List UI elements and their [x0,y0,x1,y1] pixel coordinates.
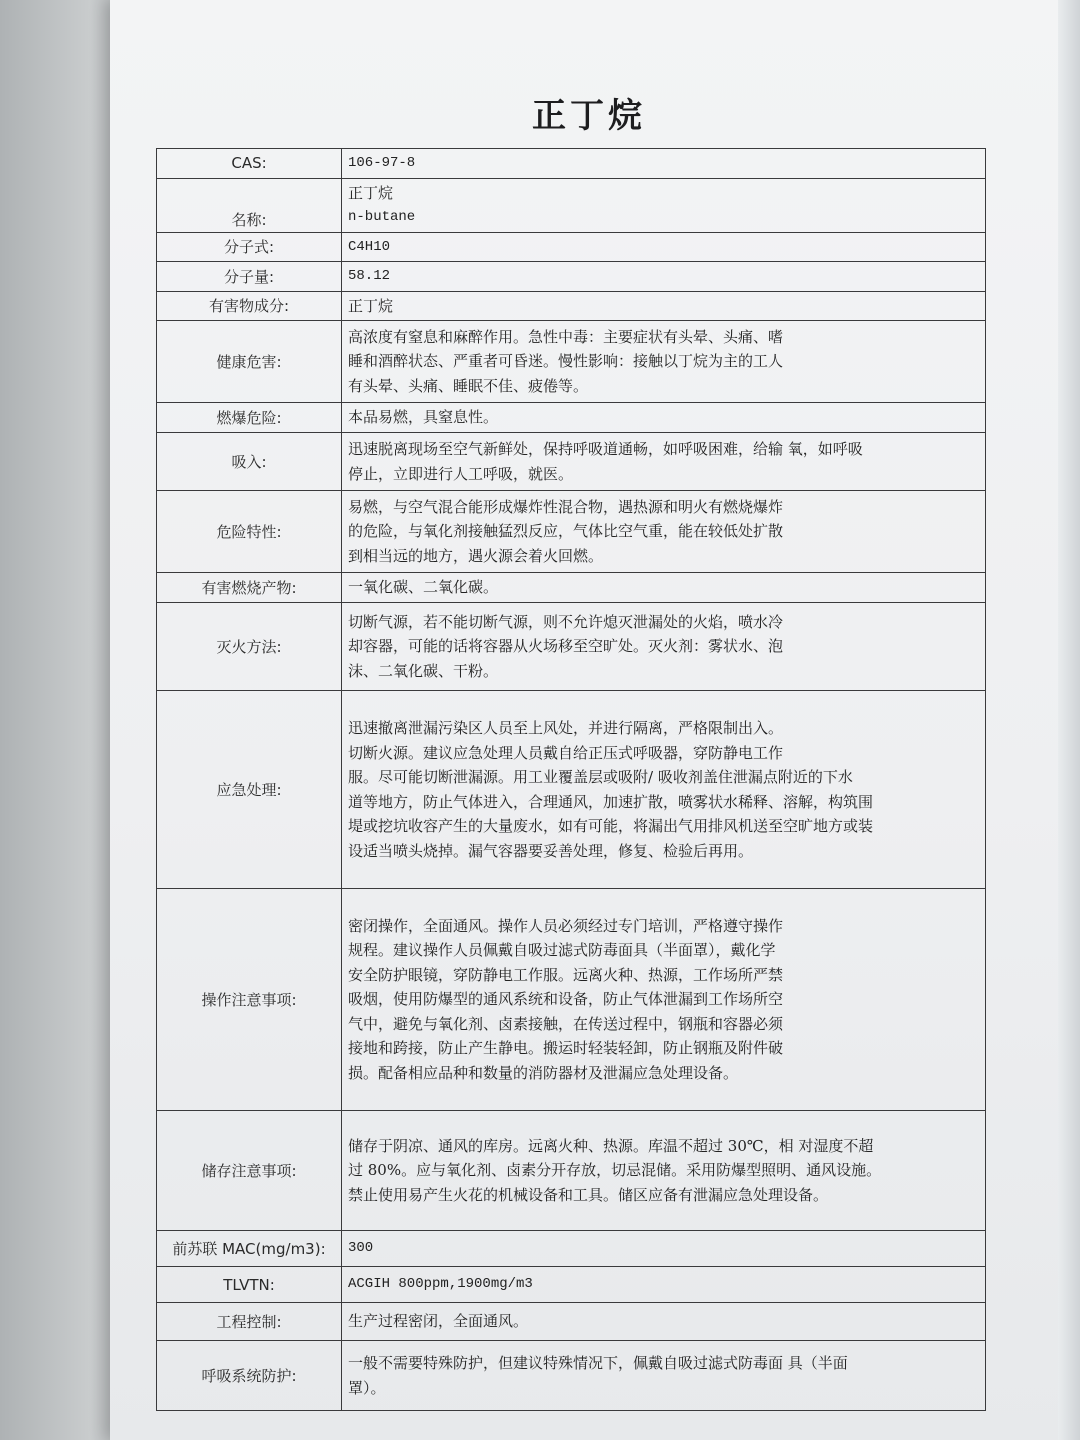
emergency-value [342,691,986,889]
row-handling [157,889,986,1111]
right-page-edge [1058,0,1080,1440]
handling-line: 密闭操作，全面通风。操作人员必须经过专门培训，严格遵守操作 [348,916,784,935]
inhalation-line: 迅速脱离现场至空气新鲜处，保持呼吸道通畅，如呼吸困难，给输 氧，如呼吸 [348,440,863,458]
tlvtn-value: ACGIH 800ppm,1900mg/m3 [342,1267,986,1303]
health-hazard-value [342,321,986,403]
inhalation-value [342,433,986,491]
fire-hazard-value: 本品易燃，具窒息性。 [342,403,986,433]
weight-value: 58.12 [342,262,986,292]
handling-line: 气中，避免与氧化剂、卤素接触，在传送过程中，钢瓶和容器必须 [348,1014,784,1033]
row-mac [157,1231,986,1267]
emergency-line: 道等地方，防止气体进入，合理通风，加速扩散，喷雾状水稀释、溶解，构筑围 [348,792,874,811]
storage-line: 储存于阴凉、通风的库房。远离火种、热源。库温不超过 30℃，相 对湿度不超 [348,1136,874,1155]
name-label: 名称: [157,178,342,232]
respiratory-line: 罩）。 [348,1378,386,1397]
emergency-line: 切断火源。建议应急处理人员戴自给正压式呼吸器，穿防静电工作 [348,743,784,762]
row-combustion-products [157,573,986,603]
storage-label: 储存注意事项: [157,1111,342,1231]
health-hazard-label: 健康危害: [157,321,342,403]
handling-line: 吸烟，使用防爆型的通风系统和设备，防止气体泄漏到工作场所空 [348,990,784,1009]
combustion-products-label: 有害燃烧产物: [157,573,342,603]
handling-line: 规程。建议操作人员佩戴自吸过滤式防毒面具（半面罩），戴化学 [348,941,776,960]
hazardous-component-label: 有害物成分: [157,291,342,321]
hazard-properties-line: 到相当远的地方，遇火源会着火回燃。 [348,546,604,565]
document-page [110,0,1068,1440]
tlvtn-label: TLVTN: [157,1267,342,1303]
row-health-hazard [157,321,986,403]
emergency-line: 服。尽可能切断泄漏源。用工业覆盖层或吸附/ 吸收剂盖住泄漏点附近的下水 [348,768,853,786]
handling-line: 接地和跨接，防止产生静电。搬运时轻装轻卸，防止钢瓶及附件破 [348,1039,784,1058]
extinguishing-value [342,603,986,691]
mac-label: 前苏联 MAC(mg/m3): [157,1231,342,1267]
row-respiratory [157,1341,986,1411]
handling-line: 损。配备相应品种和数量的消防器材及泄漏应急处理设备。 [348,1063,739,1082]
emergency-line: 堤或挖坑收容产生的大量废水，如有可能，将漏出气用排风机送至空旷地方或装 [348,817,874,835]
page-title: 正丁烷 [532,96,646,136]
combustion-products-value: 一氧化碳、二氧化碳。 [342,573,986,603]
formula-label: 分子式: [157,232,342,262]
row-hazard-properties [157,491,986,573]
respiratory-label: 呼吸系统防护: [157,1341,342,1411]
row-storage [157,1111,986,1231]
row-hazardous-component [157,291,986,321]
name-value [342,178,986,232]
cas-value: 106-97-8 [342,149,986,179]
cas-label: CAS: [157,149,342,179]
inhalation-line: 停止，立即进行人工呼吸，就医。 [348,464,574,483]
row-name [157,178,986,232]
inhalation-label: 吸入: [157,433,342,491]
handling-label: 操作注意事项: [157,889,342,1111]
row-formula [157,232,986,262]
formula-value: C4H10 [342,232,986,262]
extinguishing-line: 切断气源，若不能切断气源，则不允许熄灭泄漏处的火焰，喷水冷 [348,612,784,631]
hazardous-component-value: 正丁烷 [342,291,986,321]
storage-value [342,1111,986,1231]
health-hazard-line: 睡和酒醉状态、严重者可昏迷。慢性影响：接触以丁烷为主的工人 [348,352,784,371]
storage-line: 禁止使用易产生火花的机械设备和工具。储区应备有泄漏应急处理设备。 [348,1185,829,1204]
extinguishing-label: 灭火方法: [157,603,342,691]
hazard-properties-line: 的危险，与氧化剂接触猛烈反应，气体比空气重，能在较低处扩散 [348,522,784,541]
row-cas [157,149,986,179]
weight-label: 分子量: [157,262,342,292]
handling-value [342,889,986,1111]
respiratory-line: 一般不需要特殊防护，但建议特殊情况下，佩戴自吸过滤式防毒面 具（半面 [348,1354,848,1372]
storage-line: 过 80%。应与氧化剂、卤素分开存放，切忌混储。采用防爆型照明、通风设施。 [348,1161,882,1180]
emergency-line: 迅速撤离泄漏污染区人员至上风处，并进行隔离，严格限制出入。 [348,719,784,737]
msds-table [156,148,986,1411]
row-fire-hazard [157,403,986,433]
row-inhalation [157,433,986,491]
respiratory-value [342,1341,986,1411]
row-engineering [157,1303,986,1341]
row-emergency [157,691,986,889]
engineering-label: 工程控制: [157,1303,342,1341]
hazard-properties-line: 易燃，与空气混合能形成爆炸性混合物，遇热源和明火有燃烧爆炸 [348,497,784,516]
row-weight [157,262,986,292]
row-tlvtn [157,1267,986,1303]
handling-line: 安全防护眼镜，穿防静电工作服。远离火种、热源，工作场所严禁 [348,965,784,984]
hazard-properties-value [342,491,986,573]
emergency-label: 应急处理: [157,691,342,889]
engineering-value: 生产过程密闭，全面通风。 [342,1303,986,1341]
fire-hazard-label: 燃爆危险: [157,403,342,433]
health-hazard-line: 有头晕、头痛、睡眠不佳、疲倦等。 [348,376,589,395]
row-extinguishing [157,603,986,691]
hazard-properties-label: 危险特性: [157,491,342,573]
health-hazard-line: 高浓度有窒息和麻醉作用。急性中毒：主要症状有头晕、头痛、嗜 [348,327,784,346]
mac-value: 300 [342,1231,986,1267]
extinguishing-line: 却容器，可能的话将容器从火场移至空旷处。灭火剂：雾状水、泡 [348,637,784,656]
name-line-en: n-butane [348,209,416,225]
emergency-line: 设适当喷头烧掉。漏气容器要妥善处理，修复、检验后再用。 [348,841,754,860]
name-line-cn: 正丁烷 [348,183,394,202]
extinguishing-line: 沫、二氧化碳、干粉。 [348,661,499,680]
